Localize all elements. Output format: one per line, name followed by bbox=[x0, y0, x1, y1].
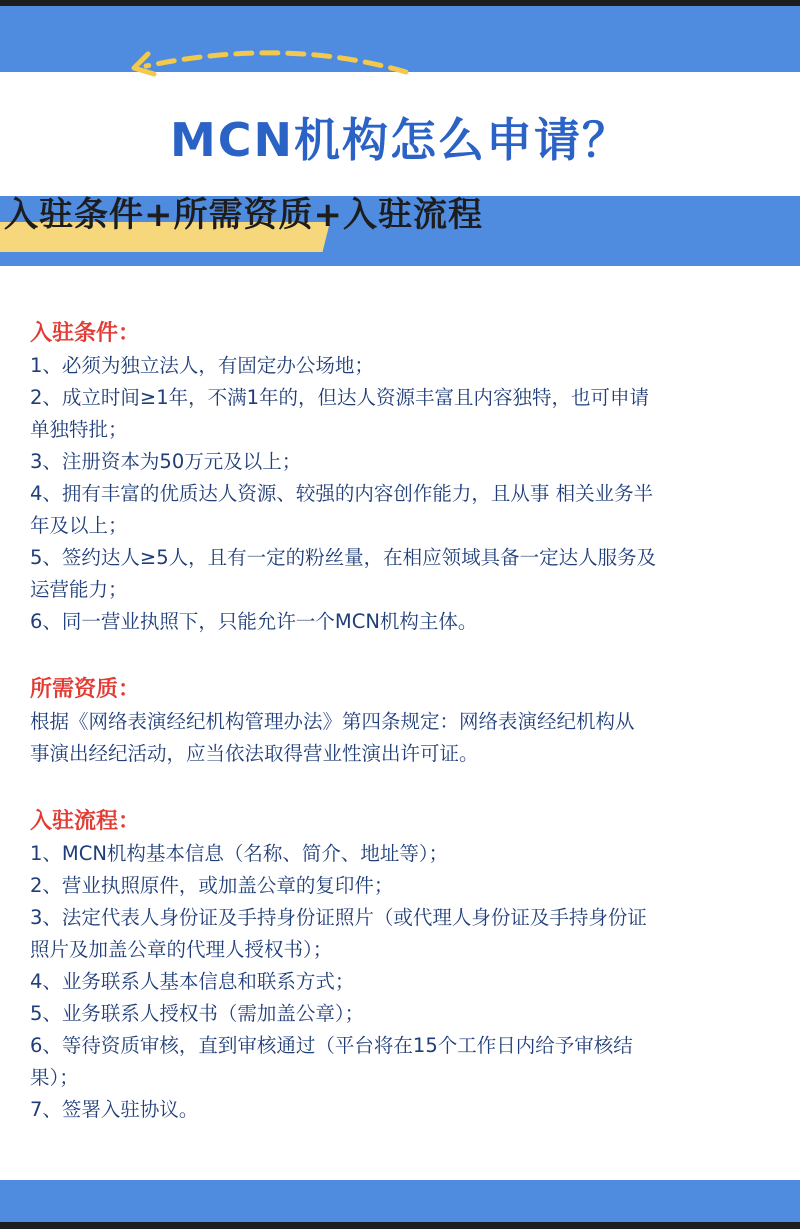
condition-line: 1、必须为独立法人，有固定办公场地； bbox=[30, 354, 374, 377]
condition-line: 年及以上； bbox=[30, 514, 128, 537]
process-line: 1、MCN机构基本信息（名称、简介、地址等）； bbox=[30, 842, 449, 865]
section-qualification bbox=[30, 674, 635, 770]
condition-line: 4、拥有丰富的优质达人资源、较强的内容创作能力，且从事 相关业务半 bbox=[30, 482, 654, 505]
qualification-line: 根据《网络表演经纪机构管理办法》第四条规定：网络表演经纪机构从 bbox=[30, 710, 635, 733]
section-process bbox=[30, 806, 647, 1126]
subtitle: 入驻条件+所需资质+入驻流程 bbox=[4, 195, 483, 235]
dashed-arrow-left-icon bbox=[126, 42, 416, 82]
process-line: 照片及加盖公章的代理人授权书）； bbox=[30, 938, 333, 961]
top-edge bbox=[0, 0, 800, 6]
condition-line: 运营能力； bbox=[30, 578, 128, 601]
process-line: 2、营业执照原件，或加盖公章的复印件； bbox=[30, 874, 394, 897]
section-heading-conditions: 入驻条件： bbox=[30, 321, 141, 346]
condition-line: 6、同一营业执照下，只能允许一个MCN机构主体。 bbox=[30, 610, 478, 633]
condition-line: 2、成立时间≥1年，不满1年的，但达人资源丰富且内容独特，也可申请 bbox=[30, 386, 650, 409]
process-line: 6、等待资质审核，直到审核通过（平台将在15个工作日内给予审核结 bbox=[30, 1034, 633, 1057]
process-line: 果）； bbox=[30, 1066, 79, 1089]
condition-line: 5、签约达人≥5人，且有一定的粉丝量，在相应领域具备一定达人服务及 bbox=[30, 546, 657, 569]
process-line: 3、法定代表人身份证及手持身份证照片（或代理人身份证及手持身份证 bbox=[30, 906, 647, 929]
condition-line: 3、注册资本为50万元及以上； bbox=[30, 450, 302, 473]
condition-line: 单独特批； bbox=[30, 418, 128, 441]
process-line: 5、业务联系人授权书（需加盖公章）； bbox=[30, 1002, 365, 1025]
section-conditions bbox=[30, 318, 656, 638]
process-line: 7、签署入驻协议。 bbox=[30, 1098, 199, 1121]
process-line: 4、业务联系人基本信息和联系方式； bbox=[30, 970, 355, 993]
section-heading-qualification: 所需资质： bbox=[30, 677, 141, 702]
qualification-line: 事演出经纪活动，应当依法取得营业性演出许可证。 bbox=[30, 742, 479, 765]
section-heading-process: 入驻流程： bbox=[30, 809, 141, 834]
bottom-edge bbox=[0, 1222, 800, 1229]
page-title: MCN机构怎么申请？ bbox=[169, 113, 631, 167]
